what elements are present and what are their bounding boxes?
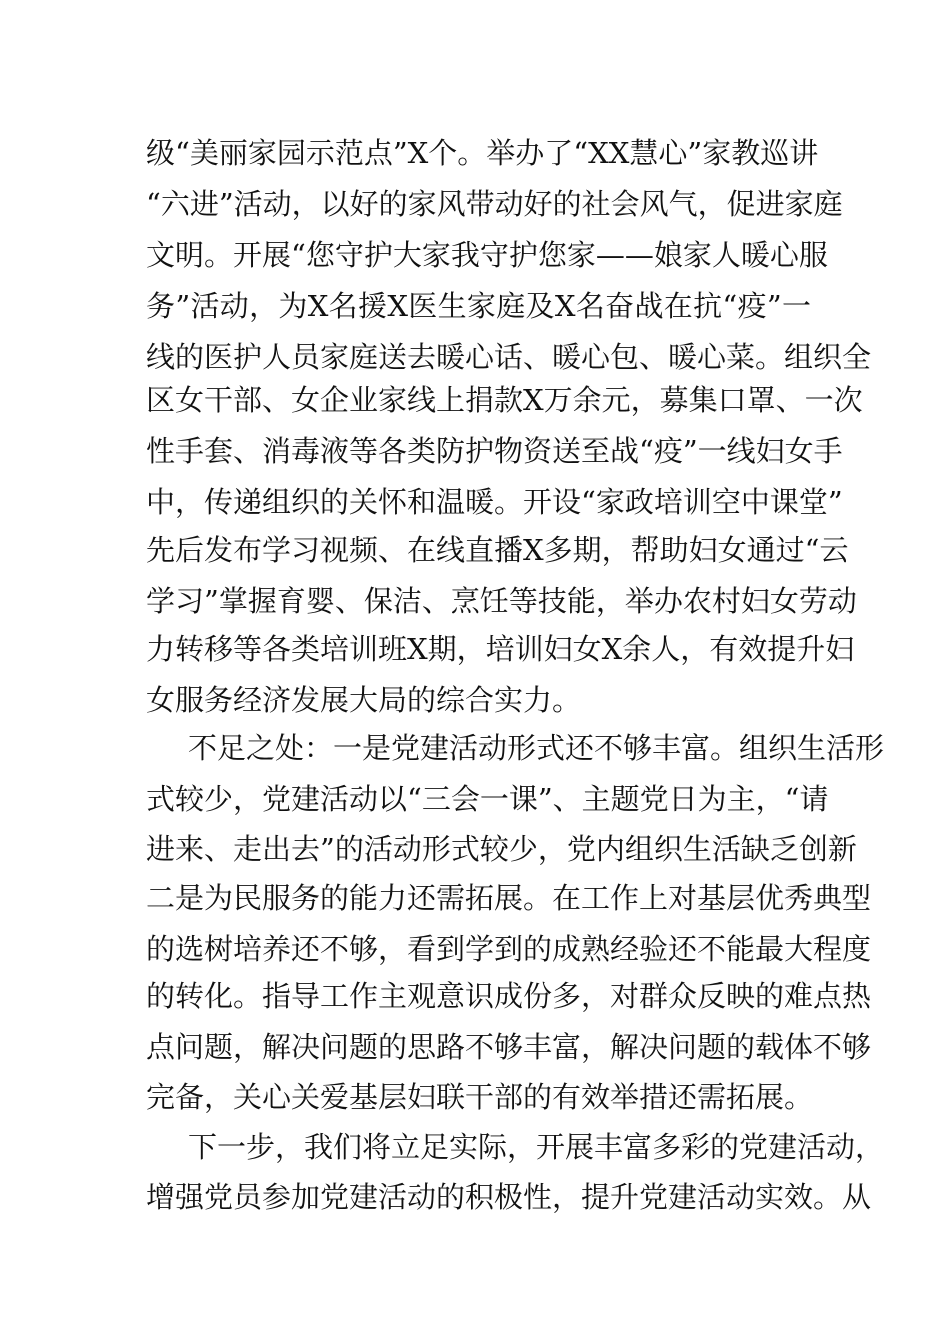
text-line: 区女干部、女企业家线上捐款X万余元，募集口罩、一次	[146, 383, 863, 417]
text-line: 文明。开展“您守护大家我守护您家——娘家人暖心服	[146, 238, 828, 272]
text-line: 级“美丽家园示范点”X个。举办了“XX慧心”家教巡讲	[146, 136, 819, 170]
text-line: 增强党员参加党建活动的积极性，提升党建活动实效。从	[146, 1180, 872, 1214]
text-line: 学习”掌握育婴、保洁、烹饪等技能，举办农村妇女劳动	[146, 584, 857, 618]
text-line: 力转移等各类培训班X期，培训妇女X余人，有效提升妇	[146, 632, 855, 666]
text-line: 先后发布学习视频、在线直播X多期，帮助妇女通过“云	[146, 533, 849, 567]
text-line: 的选树培养还不够，看到学到的成熟经验还不能最大程度	[146, 932, 872, 966]
text-line: 二是为民服务的能力还需拓展。在工作上对基层优秀典型	[146, 881, 872, 915]
text-line: “六进”活动，以好的家风带动好的社会风气，促进家庭	[146, 187, 843, 221]
text-line: 点问题，解决问题的思路不够丰富，解决问题的载体不够	[146, 1030, 872, 1064]
text-line: 女服务经济发展大局的综合实力。	[146, 683, 582, 717]
text-line: 性手套、消毒液等各类防护物资送至战“疫”一线妇女手	[146, 434, 843, 468]
text-line: 的转化。指导工作主观意识成份多，对群众反映的难点热	[146, 979, 872, 1013]
text-line: 务”活动，为X名援X医生家庭及X名奋战在抗“疫”一	[146, 289, 811, 323]
text-line: 进来、走出去”的活动形式较少，党内组织生活缺乏创新	[146, 832, 857, 866]
text-line: 中，传递组织的关怀和温暖。开设“家政培训空中课堂”	[146, 485, 843, 519]
text-line: 线的医护人员家庭送去暖心话、暖心包、暖心菜。组织全	[146, 340, 872, 374]
text-line: 式较少，党建活动以“三会一课”、主题党日为主，“请	[146, 782, 829, 816]
paragraph-first-line: 不足之处：一是党建活动形式还不够丰富。组织生活形	[188, 731, 885, 765]
paragraph-first-line: 下一步，我们将立足实际，开展丰富多彩的党建活动，	[188, 1130, 885, 1164]
text-line: 完备，关心关爱基层妇联干部的有效举措还需拓展。	[146, 1080, 814, 1114]
